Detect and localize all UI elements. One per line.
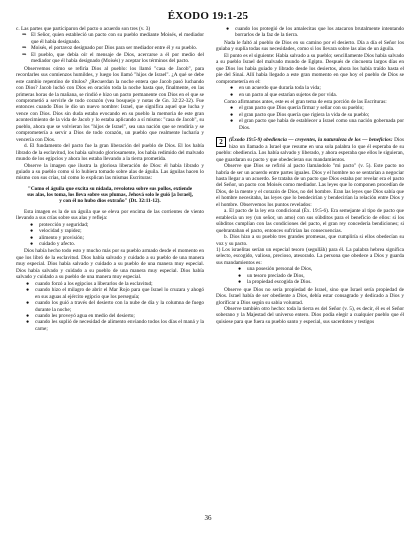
paragraph: b. Dios hizo a su pueblo tres grandes promesas, que cumpliría si ellos obedecían su voz y su pacto. (216, 234, 404, 247)
bullet-text: alimento y provisión; (39, 234, 84, 241)
bullet-icon: ● (30, 228, 34, 235)
bullet-icon: ● (26, 313, 30, 320)
paragraph: d. El fundamento del pacto fue la gran liberación del pueblo de Dios. El los había librado de la esclavitud, los había salvado gloriosamente, los había redimido del malvado mundo de los egipcios y ahora los estaba llevando a la tierra prometida. (16, 143, 204, 163)
bullet-item (230, 118, 404, 131)
bullet-text: en un pacto al que estarían sujetos de por vida. (239, 91, 337, 98)
bullet-icon: ● (230, 105, 234, 112)
bullet-text: el gran pacto que Dios quería que rigiera la vida de su pueblo; (239, 111, 370, 118)
party-item (22, 52, 204, 65)
section-number-badge: 2 (216, 137, 226, 147)
bullet-icon: ● (30, 241, 34, 248)
paragraph: Esta imagen es la de un águila que se eleva por encima de las corrientes de viento llevando a sus crías sobre sus alas y refleja: (16, 208, 204, 222)
paragraph: El punto es el siguiente: Había salvado a su pueblo; sencillamente Dios había salvado a su pueblo Israel del malvado mundo de Egipto. Después de cincuenta largos días en que Dios los había guiado y librado desde los desiertos, ahora los había traído hasta el pie del Sinaí. Allí había llegado a este gran momento en que hoy el pueblo de Dios se comprometería en el: (216, 52, 404, 85)
section-intro (216, 137, 404, 163)
bullet-icon: ● (230, 91, 234, 98)
bullet-item (238, 279, 404, 285)
bullet-icon: ● (26, 300, 30, 307)
bullet-icon: ● (230, 85, 234, 92)
bullet-text: en un acuerdo que duraría toda la vida; (239, 85, 321, 92)
party-text: El pueblo, que debía oír el mensaje de Dios, acercarse a él por medio del mediador que él había designado (Moisés) y aceptar los términos del pacto. (31, 51, 204, 65)
parties-intro: c. Las partes que participaron del pacto o acuerdo son tres (v. 3) (16, 26, 151, 32)
bullet-icon: ● (238, 266, 242, 273)
paragraph: Dios había hecho todo esto y mucho más por su pueblo armado desde el momento en que los libró de la esclavitud. Dios había salvado y cuidado a su pueblo de una manera muy especial. Dios había salvado y cuidado a su pueblo de una manera muy especial. Dios había salvado y cuidado a su pueblo de una manera muy especial. Dios había salvado y cuidado a su pueblo de una manera muy especial. (16, 248, 204, 281)
bullet-icon: ● (238, 279, 242, 286)
bullet-text: cuando les proveyó agua en medio del desierto; (35, 313, 135, 320)
bullet-item (26, 300, 204, 313)
paragraph: 1) Los israelitas serían un especial tesoro (segullāh) para él. La palabra hebrea significa selecto, escogido, valioso, precioso, atesorado. La persona que obedece a Dios y guarda sus mandamientos es: (216, 246, 404, 266)
right-column (216, 26, 404, 325)
page-number: 36 (204, 514, 212, 522)
bullet-icon: ● (230, 118, 234, 125)
bullet-text: cuidado y afecto. (39, 241, 76, 248)
paragraph: Observe la imagen que ilustra la gloriosa liberación de Dios: él había librado y guiado a su pueblo como si lo hubiera tomado sobre alas de águila. Las águilas hacen lo mismo con sus crías, tal como lo explican las mismas Escrituras: (16, 162, 204, 182)
bullet-icon: ● (26, 287, 30, 294)
bullet-text: cuando les suplió de necesidad de alimento enviando todos los días el maná y la carne; (35, 319, 204, 332)
bullet-text: cuando los protegió de los amalecitas que los atacaron brutalmente intentando borrarlos de la faz de la tierra. (235, 26, 404, 39)
paragraph: Como afirmamos antes, este es el gran tema de esta porción de las Escrituras: (224, 98, 387, 105)
section-body: Dios hizo un llamado a Israel que resume en una sola palabra lo que él esperaba de su pueblo: obediencia. Los había salvado y liberado, y ahora esperaba que ellos le siguieran, que guardaran su pacto y que obedecieran sus mandamientos. (216, 137, 404, 163)
bullet-icon: ● (30, 234, 34, 241)
bullet-icon: ● (26, 280, 30, 287)
section-lead: (Éxodo 19:5-9) obediencia — creyentes, la naturaleza de los — beneficios: (229, 137, 393, 144)
bullet-text: protección y seguridad; (39, 221, 89, 228)
scripture-quote: "Como el águila que excita su nidada, revolotea sobre sus pollos, extiende sus alas, los toma, los lleva sobre sus plumas, Jehová solo le guió [a Israel], y con él no hubo dios extraño" (Dt. 32:11-12). (27, 185, 193, 205)
bullet-text: una posesión personal de Dios, (247, 266, 313, 273)
bullet-icon: ● (26, 319, 30, 326)
bullet-item (226, 26, 404, 39)
bullet-text: cuando forzó a los egipcios a liberarlos de la esclavitud; (35, 280, 153, 287)
party-text: Moisés, el portavoz designado por Dios para ser mediador entre él y su pueblo. (31, 45, 198, 52)
bullet-item (26, 319, 204, 332)
page-header: ÉXODO 19:1-25 (167, 10, 249, 22)
left-column (16, 26, 204, 332)
party-item (22, 32, 204, 45)
bullet-icon: ● (230, 111, 234, 118)
bullet-text: el gran pacto que había de establecer a Israel como una nación gobernada por Dios. (239, 118, 404, 131)
bullet-text: la propiedad escogida de Dios. (247, 279, 312, 286)
bullet-text: velocidad y rapidez; (39, 228, 82, 235)
bullet-text: un tesoro preciado de Dios, (247, 272, 305, 279)
paragraph: Observe que Dios no sería propiedad de Israel, sino que Israel sería propiedad de Dios. Israel había de ser obediente a Dios, debía estar consagrado y dedicado a Dios y glorificar a Dios según su sabia voluntad. (216, 286, 404, 306)
paragraph: Observe también otro hecho: toda la tierra es del Señor (v. 5), es decir, él es el Señor soberano y la Majestad del universo entero. Dios podía elegir a cualquier pueblo que él quisiese para que fuera su pueblo santo y especial, sus sacerdotes y testigos (216, 306, 404, 325)
paragraph: Nada le faltó al pueblo de Dios en su camino por el desierto. Día a día el Señor los guiaba y suplía todas sus necesidades, como si los llevara sobre las alas de un águila. (216, 39, 404, 53)
arrow-icon: ⇒ (22, 32, 27, 39)
party-text: El Señor, quien estableció un pacto con su pueblo mediante Moisés, el mediador que él había designado. (31, 32, 204, 45)
bullet-item (230, 92, 404, 98)
bullet-icon: ● (226, 26, 230, 32)
arrow-icon: ⇒ (22, 45, 27, 52)
bullet-text: cuando los guió a través del desierto con la nube de día y la columna de fuego durante la noche; (35, 300, 204, 313)
bullet-icon: ● (238, 272, 242, 279)
bullet-text: cuando hizo el milagro de abrir el Mar Rojo para que Israel lo cruzara y ahogó en sus aguas al ejército egipcio que los perseguía; (35, 287, 204, 300)
paragraph: Observe que Dios se refirió al pacto llamándolo "mi pacto" (v. 5). Este pacto no habría de ser un acuerdo entre partes iguales. Dios y el hombre no se sentarían a negociar hasta llegar a un acuerdo. Se trataba de un pacto que Dios estaba por revelar era el pacto del Señor, un pacto con Moisés como mediador. Las leyes que lo componen procedían de Dios, de la mente y el corazón de Dios, no del hombre. Eran las leyes que Dios sabía que el hombre necesitaba, las leyes que lo bendecirían y bendecirían la relación entre Dios y el hombre. Observemos los puntos revelados: (216, 163, 404, 208)
paragraph: a. El pacto de la ley era condicional (Éx. 19:5-6). Era semejante al tipo de pacto que establecía un rey (un señor, un amo) con sus súbditos para el beneficio de ellos: si los súbditos cumplían con las condiciones del pacto, el gran rey concedería bendiciones; si quebrantaban el pacto, entonces sufrirían las consecuencias. (216, 208, 404, 234)
arrow-icon: ⇒ (22, 51, 27, 58)
bullet-item (30, 241, 204, 247)
bullet-icon: ● (30, 221, 34, 228)
paragraph: Observemos cómo se refiría Dios al pueblo: los llamó "casa de Jacob", para recordarles sus comienzos humildes, y luego los llamó "hijos de Israel". ¿A qué se debe este cambio repentino de títulos? ¿Recuerdan la noche entera que Jacob pasó luchando con Dios? Jacob luchó con Dios en oración toda la noche hasta que, finalmente, en las primeras horas de la mañana, se rindió e hizo un pacto permanente con Dios en el que se comprometió a servirle de todo corazón (vea bosquejo y notas de Gn. 32:22-32). Fue entonces cuando Dios le dio un nuevo nombre: Israel, que significa aquel que lucha y vence con Dios. Dios sin duda estaba evocando en su pueblo la memoria de este gran acontecimiento de la vida de Jacob y lo estaba aplicando a sí mismo: "casa de Jacob", su pueblo, ahora que se volvieran los "hijos de Israel", sea una nación que se rendiría y se comprometería a servir a Dios de todo corazón, un pueblo que realmente lucharía y vencería con Dios. (16, 65, 204, 143)
bullet-item (26, 287, 204, 300)
bullet-text: el gran pacto que Dios quería firmar y sellar con su pueblo; (239, 105, 364, 112)
